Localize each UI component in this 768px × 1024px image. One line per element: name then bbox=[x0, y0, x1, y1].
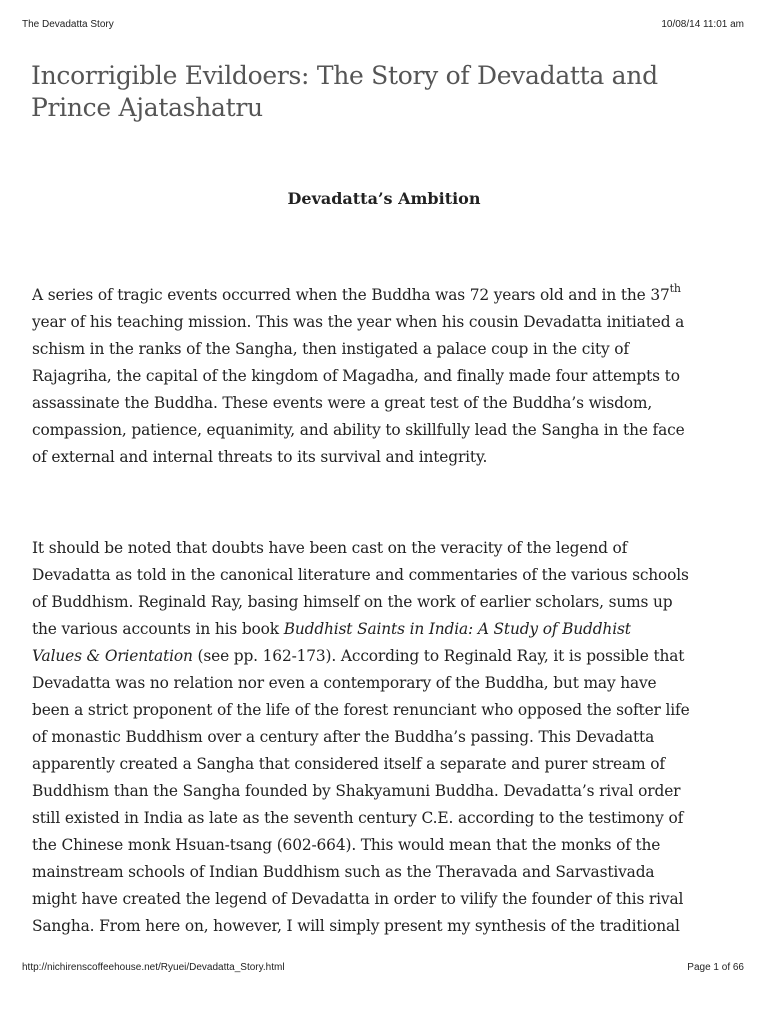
text-line: might have created the legend of Devadatta in order to vilify the founder of this rival bbox=[32, 890, 684, 908]
text-run: A series of tragic events occurred when the Buddha was 72 years old and in the 37 bbox=[32, 286, 670, 304]
text-line: Devadatta was no relation nor even a contemporary of the Buddha, but may have bbox=[32, 674, 657, 692]
paragraph-1 bbox=[32, 282, 744, 471]
print-header-title: The Devadatta Story bbox=[22, 19, 114, 30]
text-line: schism in the ranks of the Sangha, then instigated a palace coup in the city of bbox=[32, 340, 629, 358]
text-run: the various accounts in his book bbox=[32, 620, 284, 638]
text-line: of Buddhism. Reginald Ray, basing himself on the work of earlier scholars, sums up bbox=[32, 593, 673, 611]
print-header-timestamp: 10/08/14 11:01 am bbox=[661, 19, 744, 30]
superscript: th bbox=[669, 282, 681, 295]
text-line: It should be noted that doubts have been cast on the veracity of the legend of bbox=[32, 539, 628, 557]
print-footer bbox=[22, 962, 746, 976]
text-line: apparently created a Sangha that considered itself a separate and purer stream of bbox=[32, 755, 665, 773]
book-title-italic: Values & Orientation bbox=[32, 647, 193, 665]
text-line: mainstream schools of Indian Buddhism such as the Theravada and Sarvastivada bbox=[32, 863, 655, 881]
print-header bbox=[22, 19, 746, 33]
text-line: Devadatta as told in the canonical literature and commentaries of the various schools bbox=[32, 566, 689, 584]
text-line: Buddhism than the Sangha founded by Shakyamuni Buddha. Devadatta’s rival order bbox=[32, 782, 681, 800]
paragraph-2 bbox=[32, 535, 744, 940]
text-line: Rajagriha, the capital of the kingdom of Magadha, and finally made four attempts to bbox=[32, 367, 680, 385]
text-line: still existed in India as late as the seventh century C.E. according to the testimony of bbox=[32, 809, 684, 827]
text-line bbox=[32, 616, 744, 643]
text-line: the Chinese monk Hsuan-tsang (602-664). This would mean that the monks of the bbox=[32, 836, 661, 854]
text-line: Sangha. From here on, however, I will simply present my synthesis of the traditional bbox=[32, 917, 680, 935]
section-heading: Devadatta’s Ambition bbox=[287, 189, 481, 208]
text-line bbox=[32, 643, 744, 670]
page-number: Page 1 of 66 bbox=[687, 962, 744, 973]
text-line: year of his teaching mission. This was the year when his cousin Devadatta initiated a bbox=[32, 313, 685, 331]
page-title-line: Incorrigible Evildoers: The Story of Devadatta and bbox=[31, 61, 658, 90]
text-line: assassinate the Buddha. These events were a great test of the Buddha’s wisdom, bbox=[32, 394, 653, 412]
source-url: http://nichirenscoffeehouse.net/Ryuei/Devadatta_Story.html bbox=[22, 962, 285, 973]
text-line: of monastic Buddhism over a century after the Buddha’s passing. This Devadatta bbox=[32, 728, 655, 746]
page-title bbox=[31, 60, 731, 124]
text-line: of external and internal threats to its survival and integrity. bbox=[32, 448, 488, 466]
page-title-line: Prince Ajatashatru bbox=[31, 93, 263, 122]
book-title-italic: Buddhist Saints in India: A Study of Buddhist bbox=[283, 620, 631, 638]
text-line: been a strict proponent of the life of the forest renunciant who opposed the softer life bbox=[32, 701, 690, 719]
text-run: (see pp. 162-173). According to Reginald Ray, it is possible that bbox=[192, 647, 685, 665]
text-line: compassion, patience, equanimity, and ability to skillfully lead the Sangha in the face bbox=[32, 421, 685, 439]
text-line bbox=[32, 282, 744, 309]
